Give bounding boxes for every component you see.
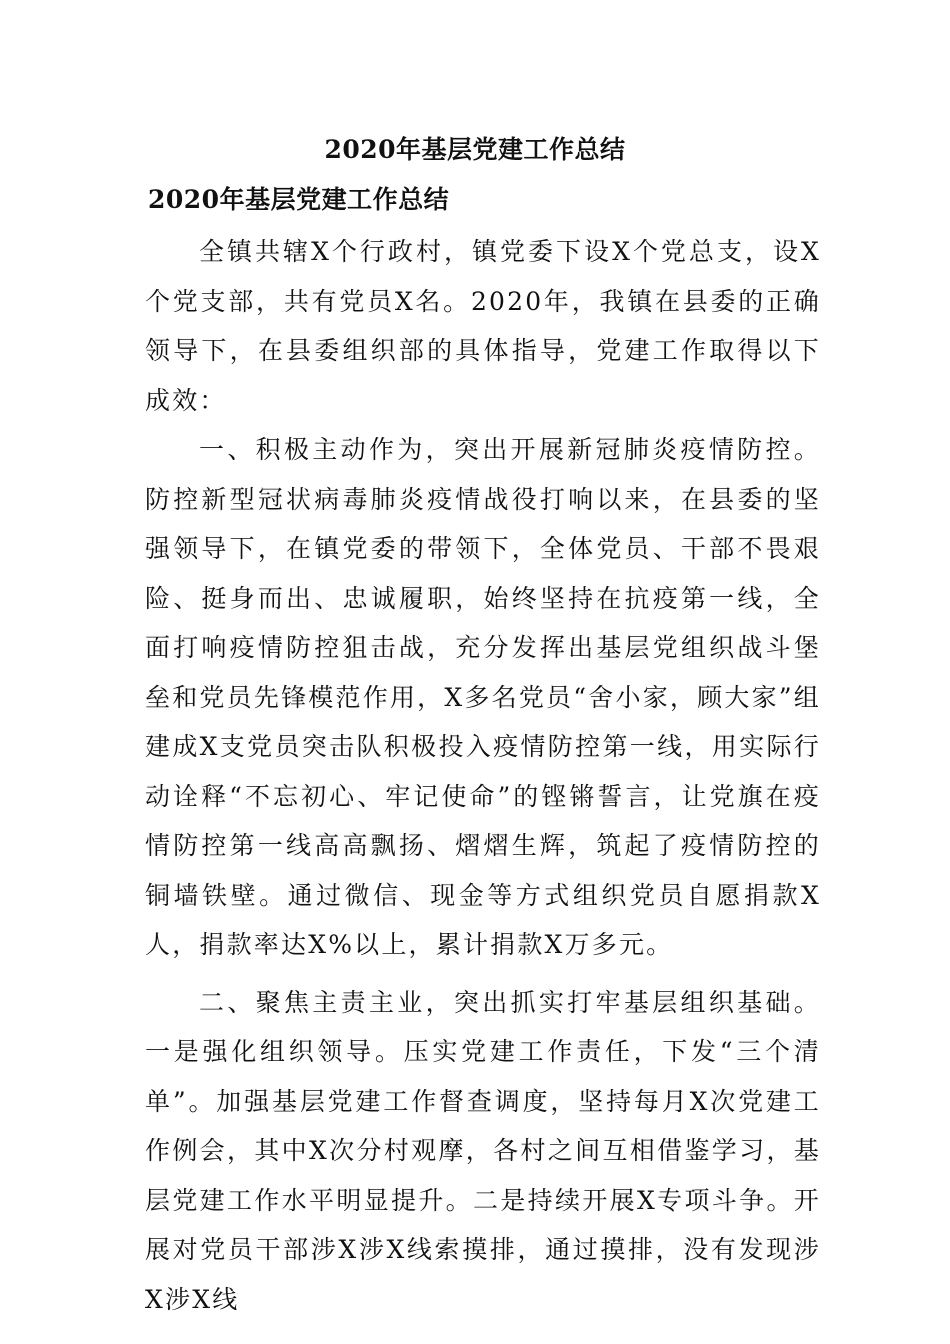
paragraph-epidemic-control: 一、积极主动作为，突出开展新冠肺炎疫情防控。防控新型冠状病毒肺炎疫情战役打响以来，在县委的坚强领导下，在镇党委的带领下，全体党员、干部不畏艰险、挺身而出、忠诚履职，始终坚持在抗疫第一线，全面打响疫情防控狙击战，充分发挥出基层党组织战斗堡垒和党员先锋模范作用，X多名党员“舍小家，顾大家”组建成X支党员突击队积极投入疫情防控第一线，用实际行动诠释“不忘初心、牢记使命”的铿锵誓言，让党旗在疫情防控第一线高高飘扬、熠熠生辉，筑起了疫情防控的铜墙铁壁。通过微信、现金等方式组织党员自愿捐款X人，捐款率达X%以上，累计捐款X万多元。 — [145, 435, 821, 959]
document-body — [145, 227, 821, 1324]
document-subtitle: 2020年基层党建工作总结 — [148, 185, 450, 214]
paragraph-grassroots-organization: 二、聚焦主责主业，突出抓实打牢基层组织基础。一是强化组织领导。压实党建工作责任，下发“三个清单”。加强基层党建工作督查调度，坚持每月X次党建工作例会，其中X次分村观摩，各村之间互相借鉴学习，基层党建工作水平明显提升。二是持续开展X专项斗争。开展对党员干部涉X涉X线索摸排，通过摸排，没有发现涉X涉X线 — [145, 987, 821, 1314]
paragraph-intro: 全镇共辖X个行政村，镇党委下设X个党总支，设X个党支部，共有党员X名。2020年，我镇在县委的正确领导下，在县委组织部的具体指导，党建工作取得以下成效： — [145, 237, 821, 415]
document-title: 2020年基层党建工作总结 — [324, 135, 626, 164]
